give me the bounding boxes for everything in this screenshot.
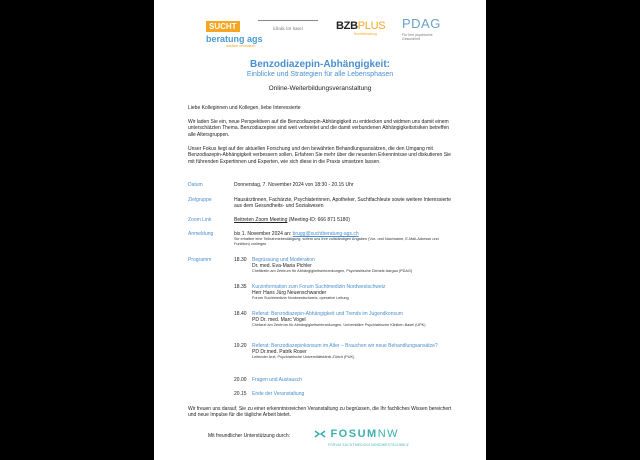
intro-paragraph-1: Wir laden Sie ein, neue Perspektiven auf die Benzodiazepin-Abhängigkeit zu entdecken und widmen uns damit einem unterschätzten Thema. Benzodiazepine sind weit verbreitet und die damit verbundenen Abhängigkeitsrisiken betreffen alle Altersgruppen. xyxy=(188,119,450,138)
program-time: 19.20 xyxy=(234,343,247,349)
zoom-meeting-id: (Meeting-ID: 666 871 5180) xyxy=(288,217,350,223)
logo-bar xyxy=(154,14,486,50)
support-text: Mit freundlicher Unterstützung durch: xyxy=(208,433,290,439)
pdag-logo xyxy=(402,16,441,41)
program-title: Kurzinformation zum Forum Suchtmedizin Nordwestschweiz xyxy=(252,284,386,290)
program-speaker: Herr Hans Jürg Neuenschwander xyxy=(252,290,327,297)
program-content xyxy=(252,257,452,274)
klinik-name: klinik im hasel xyxy=(273,27,303,32)
page-title: Benzodiazepin-Abhängigkeit: xyxy=(250,59,390,70)
program-content xyxy=(252,311,452,328)
registration-note: Sie erhalten eine Teilnahmebestätigung, sofern uns Ihre vollständigen Angaben (Vor- und Nachname, E-Mail-Adresse und Funktion) vorliegen. xyxy=(234,237,439,246)
sucht-tag: SUCHT xyxy=(206,21,240,32)
program-time: 20.15 xyxy=(234,391,247,397)
program-speaker-info: Leitender Arzt, Psychiatrische Universitätsklinik Zürich (PUK) xyxy=(252,355,355,360)
program-title: Referat: Benzodiazepin-Abhängigkeit und Trends im Jugendkonsum xyxy=(252,311,403,317)
flyer-page xyxy=(154,0,486,460)
program-title: Fragen und Austausch xyxy=(252,377,303,383)
klinik-divider xyxy=(258,20,318,21)
program-content xyxy=(252,377,452,383)
program-title: Referat: Benzodiazepinkonsum im Alter – Brauchen wir neue Behandlungsansätze? xyxy=(252,343,438,349)
fosum-name-b: NW xyxy=(377,427,400,440)
intro-paragraph-2: Unser Fokus liegt auf der aktuellen Forschung und den bewährten Behandlungsansätzen, die den Umgang mit Benzodiazepin-Abhängigkeit verbessern sollen. Erfahren Sie mehr über die neuesten Erkenntnisse und diskutieren Sie mit führenden Expertinnen und Experten, wie sich diese in die Praxis umsetzen lassen. xyxy=(188,146,451,165)
pdag-subtitle: Für Ihre psychische Gesundheit xyxy=(402,33,433,41)
pdag-name: PDAG xyxy=(402,16,441,31)
event-type: Online-Weiterbildungsveranstaltung xyxy=(268,85,372,92)
program-content xyxy=(252,284,452,301)
program-time: 20.00 xyxy=(234,377,247,383)
bzb-name xyxy=(336,20,385,32)
program-title: Begrüssung und Moderation xyxy=(252,257,315,263)
registration-label: Anmeldung xyxy=(188,231,214,237)
program-content xyxy=(252,343,452,360)
program-time: 18.35 xyxy=(234,284,247,290)
program-speaker: PD Dr. med. Marc Vogel xyxy=(252,317,306,324)
registration-email-link[interactable]: brugg@suchtberatung-ags.ch xyxy=(292,231,359,237)
program-speaker: Dr. med. Eva-Maria Pichler xyxy=(252,263,312,270)
registration-row xyxy=(234,231,454,247)
program-time: 18.40 xyxy=(234,311,247,317)
program-time: 18.30 xyxy=(234,257,247,263)
fosum-mark-icon xyxy=(314,429,326,439)
program-speaker-info: Chefärztin am Zentrum für Abhängigkeitserkrankungen, Psychiatrische Dienste Aargau (PDAG) xyxy=(252,269,413,274)
fosum-name-a: FOSUM xyxy=(330,427,378,440)
greeting: Liebe Kolleginnen und Kollegen, liebe Interessierte xyxy=(188,105,301,111)
closing-text: Wir freuen uns darauf, Sie zu einer erkenntnisreichen Veranstaltung zu begrüssen, die Ihr fachliches Wissen bereichert und neue Impulse für die tägliche Arbeit bietet. xyxy=(188,406,452,419)
zoom-label: Zoom Link xyxy=(188,217,212,223)
zoom-row xyxy=(234,217,454,223)
program-speaker-info: Chefarzt am Zentrum für Abhängigkeitserkrankungen, Universitäre Psychiatrische Kliniken Basel (UPK) xyxy=(252,323,426,328)
suchtberatung-ags-logo xyxy=(206,16,263,48)
program-content xyxy=(252,391,452,397)
fosum-subtitle: FORUM SUCHTMEDIZIN NORDWESTSCHWEIZ xyxy=(328,443,410,447)
program-title: Ende der Veranstaltung xyxy=(252,391,305,397)
bzb-plus-text: PLUS xyxy=(357,20,386,32)
registration-deadline: bis 1. November 2024 an: xyxy=(234,231,292,237)
date-label: Datum xyxy=(188,182,203,188)
page-subtitle: Einblicke und Strategien für alle Lebensphasen xyxy=(246,71,394,78)
sucht-slogan: ansätze verändern. xyxy=(226,44,256,48)
sucht-name: beratung ags xyxy=(206,34,263,44)
program-label: Programm xyxy=(188,257,212,263)
zoom-meeting-link[interactable]: Beitreten Zoom Meeting xyxy=(234,217,288,223)
audience-value: Hausärztinnen, Fachärzte, Psychiaterinnen, Apotheker, Suchtfachleute sowie weitere Interessierte aus dem Gesundheits- und Sozialwesen xyxy=(234,197,452,210)
fosum-logo xyxy=(314,425,409,447)
date-value: Donnerstag, 7. November 2024 von 18:30 - 20.15 Uhr xyxy=(234,182,354,188)
audience-label: Zielgruppe xyxy=(188,197,212,203)
fosum-name xyxy=(330,428,399,440)
program-speaker: PD Dr.med. Patrik Roser xyxy=(252,349,307,356)
klinik-im-hasel-logo xyxy=(258,20,318,32)
bzb-plus-logo xyxy=(336,20,385,36)
bzb-main-text: BZB xyxy=(336,20,358,32)
bzb-subtitle: Suchtberatung xyxy=(354,32,377,36)
program-speaker-info: Forum Suchtmedizin Nordwestschweiz, operative Leitung xyxy=(252,296,349,301)
